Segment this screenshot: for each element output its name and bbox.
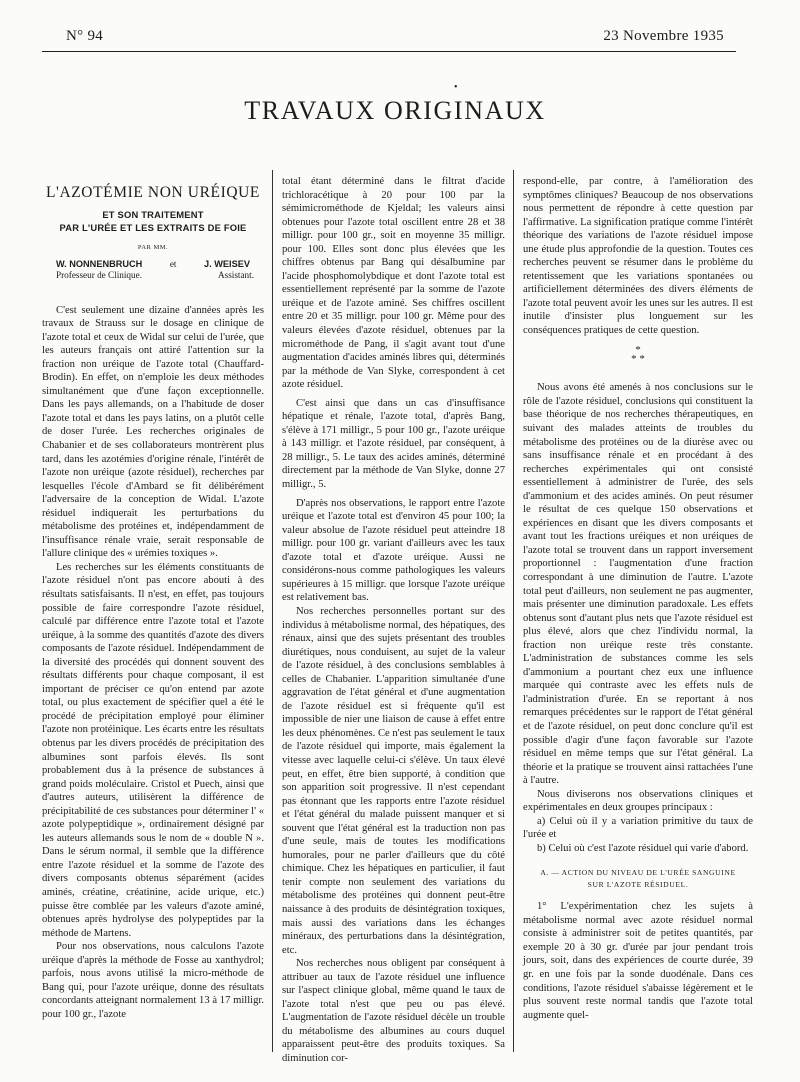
byline-par: PAR MM. bbox=[137, 244, 169, 252]
list-item: a) Celui où il y a variation primitive du taux de l'urée et bbox=[523, 815, 753, 841]
column-1 bbox=[42, 175, 264, 1022]
article-subtitle-2: PAR L'URÉE ET LES EXTRAITS DE FOIE bbox=[59, 221, 247, 233]
paragraph: Nous avons été amenés à nos conclusions sur le rôle de l'azote résiduel, conclusions qui constituent la base théorique de nos recherches thérapeutiques, en suivant des malades atteints de troubles du métabolisme des protéines ou de la diurèse avec ou sans insuffisance rénale et en procédant à des recherches expérimentales qui ont consisté essentiellement à administrer de l'urée, des sels d'ammonium et des acides aminés. On peut résumer le résultat de ces quelque 150 observations et expériences en disant que les divers composants et avant tout les fractions uréiques et non uréiques de l'azote total se trouvent dans un rapport inversement proportionnel : l'augmentation d'une fraction correspondant à une diminution de l'autre. L'azote total peut d'ailleurs, non seulement ne pas augmenter, mais présenter une diminution paradoxale. Les effets obtenus sont d'autant plus nets que l'azote résiduel est plus élevé, alors que chez l'individu normal, la fraction non uréique reste très constante. L'administration de substances comme les sels d'ammonium a pourtant chez eux une influence marquée qui contraste avec les effets nuls de l'administration d'urée. En se reportant à nos remarques précédentes sur le rapport de l'état général et de l'azote résiduel, on peut donc conclure qu'il est possible d'agir d'une façon favorable sur l'azote résiduel en même temps que sur l'état général. La théorie et la pratique se trouvent ainsi rattachées l'une à l'autre. bbox=[523, 382, 753, 787]
column-2 bbox=[282, 175, 505, 1066]
column-divider-1 bbox=[272, 170, 273, 1052]
paragraph: Pour nos observations, nous calculons l'azote uréique d'après la méthode de Fosse au xanthydrol; parfois, nous avons utilisé la micro-méthode de Bang qui, pour l'azote uréique, donne des résultats concordants atteignant normalement 13 à 17 milligr. pour 100 gr., l'azote bbox=[42, 941, 264, 1020]
article-subtitle-1: ET SON TRAITEMENT bbox=[102, 208, 204, 220]
article-title: L'AZOTÉMIE NON URÉIQUE bbox=[45, 184, 260, 201]
paragraph: C'est seulement une dizaine d'années après les travaux de Strauss sur le dosage en clinique de l'azote total et ceux de Widal sur celui de l'urée, que les auteurs français ont attiré l'attention sur la fraction non uréique de l'azote total (Chauffard-Brodin). En effet, on n'emploie les deux méthodes simultanément que d'une façon exceptionnelle. Dans les pays allemands, on a l'habitude de doser l'azote total et dans les pays latins, on a plutôt celle de doser l'urée. Les recherches originales de Chabanier et de ses collaborateurs montrèrent plus tard, dans les azotémies d'origine rénale, l'intérêt de l'azote non uréique (azote résiduel), recherches par lesquelles l'école d'Ambard se fit délibérément l'adversaire de la conception de Widal. L'azote résiduel indiquerait les perturbations du métabolisme des protéines et, indépendamment de l'insuffisance rénale vraie, serait responsable de l'allure clinique des « urémies toxiques ». bbox=[42, 304, 264, 560]
paragraph: 1° L'expérimentation chez les sujets à métabolisme normal avec azote résiduel normal consiste à administrer soit de petites quantités, par exemple 20 à 30 gr. d'urée par jour pendant trois jours, soit, dans des expériences de courte durée, 39 gr. en une fois par la sonde duodénale. Dans ces conditions, l'azote résiduel s'abaisse légèrement et le plus souvent reste normal tandis que l'azote total augmente quel- bbox=[523, 901, 753, 1021]
paragraph: respond-elle, par contre, à l'amélioration des symptômes cliniques? Beaucoup de nos observations nous permettent de répondre à cette question par l'affirmative. La signification pratique comme l'intérêt théorique des variations de l'azote résiduel impose une étude plus approfondie de la question. Toutes ces recherches peuvent se résumer dans le problème du retentissement que les variations spontanées ou artificiellement déterminées des divers éléments de l'azote total peuvent avoir les unes sur les autres. Il est inutile d'insister plus longuement sur les conséquences pratiques de cette question. bbox=[523, 176, 753, 337]
author-conjunction: et bbox=[169, 258, 177, 269]
header-rule bbox=[42, 51, 736, 52]
column-3 bbox=[523, 175, 753, 1022]
paragraph: Nos recherches personnelles portant sur des individus à métabolisme normal, des hépatiques, des rénaux, ainsi que des sujets présentant des troubles diurétiques, nous conduisent, au sujet de la valeur de l'azote résiduel, à des conclusions semblables à celles de Chabanier. L'apparition simultanée d'une aggravation de l'état général et d'une augmentation de l'azote résiduel est si fréquente qu'il est impossible de nier une liaison de cause à effet entre les deux phénomènes. Ce n'est pas seulement le taux de l'azote résiduel qui importe, mais également la vitesse avec laquelle celui-ci s'élève. Un taux élevé peut, en effet, être bien supporté, à condition que son apparition soit progressive. Il n'est cependant pas étonnant que les rapports entre l'azote résiduel et l'état général du malade puissent manquer et si souvent que l'état général est la traduction non pas d'une seule, mais de toutes les modifications humorales, pour ne parler d'ailleurs que du côté chimique. Chez les hépatiques en particulier, il faut tenir compte non seulement des variations du métabolisme des protéines qui donnent peut-être naissance à des produits de désintégration toxiques, mais aussi des variations dans les échanges minéraux, des perturbations dans la désintégration, etc. bbox=[282, 605, 506, 956]
list-item: b) Celui où c'est l'azote résiduel qui varie d'abord. bbox=[537, 842, 749, 854]
author-2 bbox=[204, 259, 264, 282]
paragraph: Les recherches sur les éléments constituants de l'azote résiduel n'ont pas encore abouti à des résultats satisfaisants. Il n'est, en effet, pas toujours possible de faire correspondre l'azote résiduel, calculé par différence entre l'azote total et l'azote uréique, à la somme des quantités d'azote des divers composants de l'azote résiduel. Indépendamment de la diversité des procédés qui donnent souvent des résultats différents pour chaque composant, il est important de préciser ce qu'on entend par azote total, ou plus exactement de spécifier quel a été le procédé de précipitation employé pour éliminer l'azote non protéinique. Les écarts entre les résultats obtenus par les divers procédés de précipitation des albumines sont parfois élevés. Ils sont probablement dus à la présence de substances à grand poids moléculaire. Cristol et Puech, ainsi que d'autres auteurs, utilisèrent la différence de précipitabilité de ces substances pour déterminer l' « azote polypeptidique », ordinairement désigné par les auteurs allemands sous le nom de « double N ». Dans le sérum normal, il semble que la différence entre l'azote résiduel et la somme de l'azote des divers composants obtenus séparément (acides aminés, créatine, créatinine, acide urique, etc.) puisse être comblée par les valeurs d'azote aminé, obtenues après hydrolyse des polypeptides par la méthode de Martens. bbox=[42, 561, 264, 939]
author-1 bbox=[42, 259, 142, 282]
paragraph: Nous diviserons nos observations cliniques et expérimentales en deux groupes principaux : bbox=[523, 788, 753, 814]
issue-date: 23 Novembre 1935 bbox=[603, 28, 724, 44]
paragraph: Nos recherches nous obligent par conséquent à attribuer au taux de l'azote résiduel une influence sur l'aspect clinique global, même quand le taux de l'azote total n'est que peu ou pas élevé. L'augmentation de l'azote résiduel décèle un trouble du métabolisme des albumines au cours duquel apparaissent peut-être des produits toxiques. Sa diminution cor- bbox=[282, 958, 505, 1064]
column-divider-2 bbox=[513, 170, 514, 1052]
section-title: TRAVAUX ORIGINAUX bbox=[244, 96, 546, 125]
author-2-name: J. WEISEV bbox=[204, 258, 250, 269]
asterism-bottom: * * bbox=[631, 353, 645, 366]
asterism bbox=[523, 343, 753, 366]
ornament-dot: • bbox=[454, 82, 458, 93]
author-2-role: Assistant. bbox=[218, 270, 254, 281]
paragraph: total étant déterminé dans le filtrat d'acide trichloracétique à 20 pour 100 par la sémimicrométhode de Kjeldal; les valeurs ainsi obtenues pour l'azote total oscillent entre 28 et 38 milligr. pour 100 gr., soit en moyenne 35 milligr. pour 100. Elles sont donc plus élevées que les chiffres obtenus par Bang qui désalbumine par l'acide phosphomolybdique et dont l'azote total est essentiellement représenté par la somme de l'azote uréique et de l'azote aminé. Ses chiffres oscillent entre 20 et 35 milligr. pour 100 gr. Même pour des valeurs élevées d'azote résiduel, obtenues par la microméthode de Pang, il s'agit avant tout d'une augmentation d'acides aminés libres qui, déterminés par la méthode de Van Slyke, correspondent à cet azote résiduel. bbox=[282, 176, 505, 391]
asterism-top: * bbox=[635, 343, 641, 356]
paragraph: C'est ainsi que dans un cas d'insuffisance hépatique et rénale, l'azote total, d'après Bang, s'élève à 171 milligr., 5 pour 100 gr., l'azote uréique à 143 milligr. et l'azote résiduel, par conséquent, à 28 milligr., 5. Le taux des acides aminés, déterminé directement par la méthode de Van Slyke, donne 27 milligr., 5. bbox=[282, 397, 505, 491]
authors bbox=[42, 259, 264, 282]
subsection-heading-line-1: A. — ACTION DU NIVEAU DE L'URÉE SANGUINE bbox=[540, 868, 736, 878]
issue-number: N° 94 bbox=[66, 28, 104, 44]
author-1-role: Professeur de Clinique. bbox=[56, 270, 142, 281]
subsection-heading-line-2: SUR L'AZOTE RÉSIDUEL. bbox=[587, 879, 689, 889]
paragraph: D'après nos observations, le rapport entre l'azote uréique et l'azote total est d'environ 45 pour 100; la valeur absolue de l'azote résiduel peut atteindre 18 milligr. pour 100 gr. variant d'ailleurs avec les taux d'azote total et d'azote uréique. Aussi ne considérons-nous comme pathologiques les valeurs supérieures à 15 milligr. que lorsque l'azote uréique est relativement bas. bbox=[282, 497, 505, 604]
author-1-name: W. NONNENBRUCH bbox=[56, 258, 143, 269]
subsection-heading bbox=[523, 867, 753, 890]
